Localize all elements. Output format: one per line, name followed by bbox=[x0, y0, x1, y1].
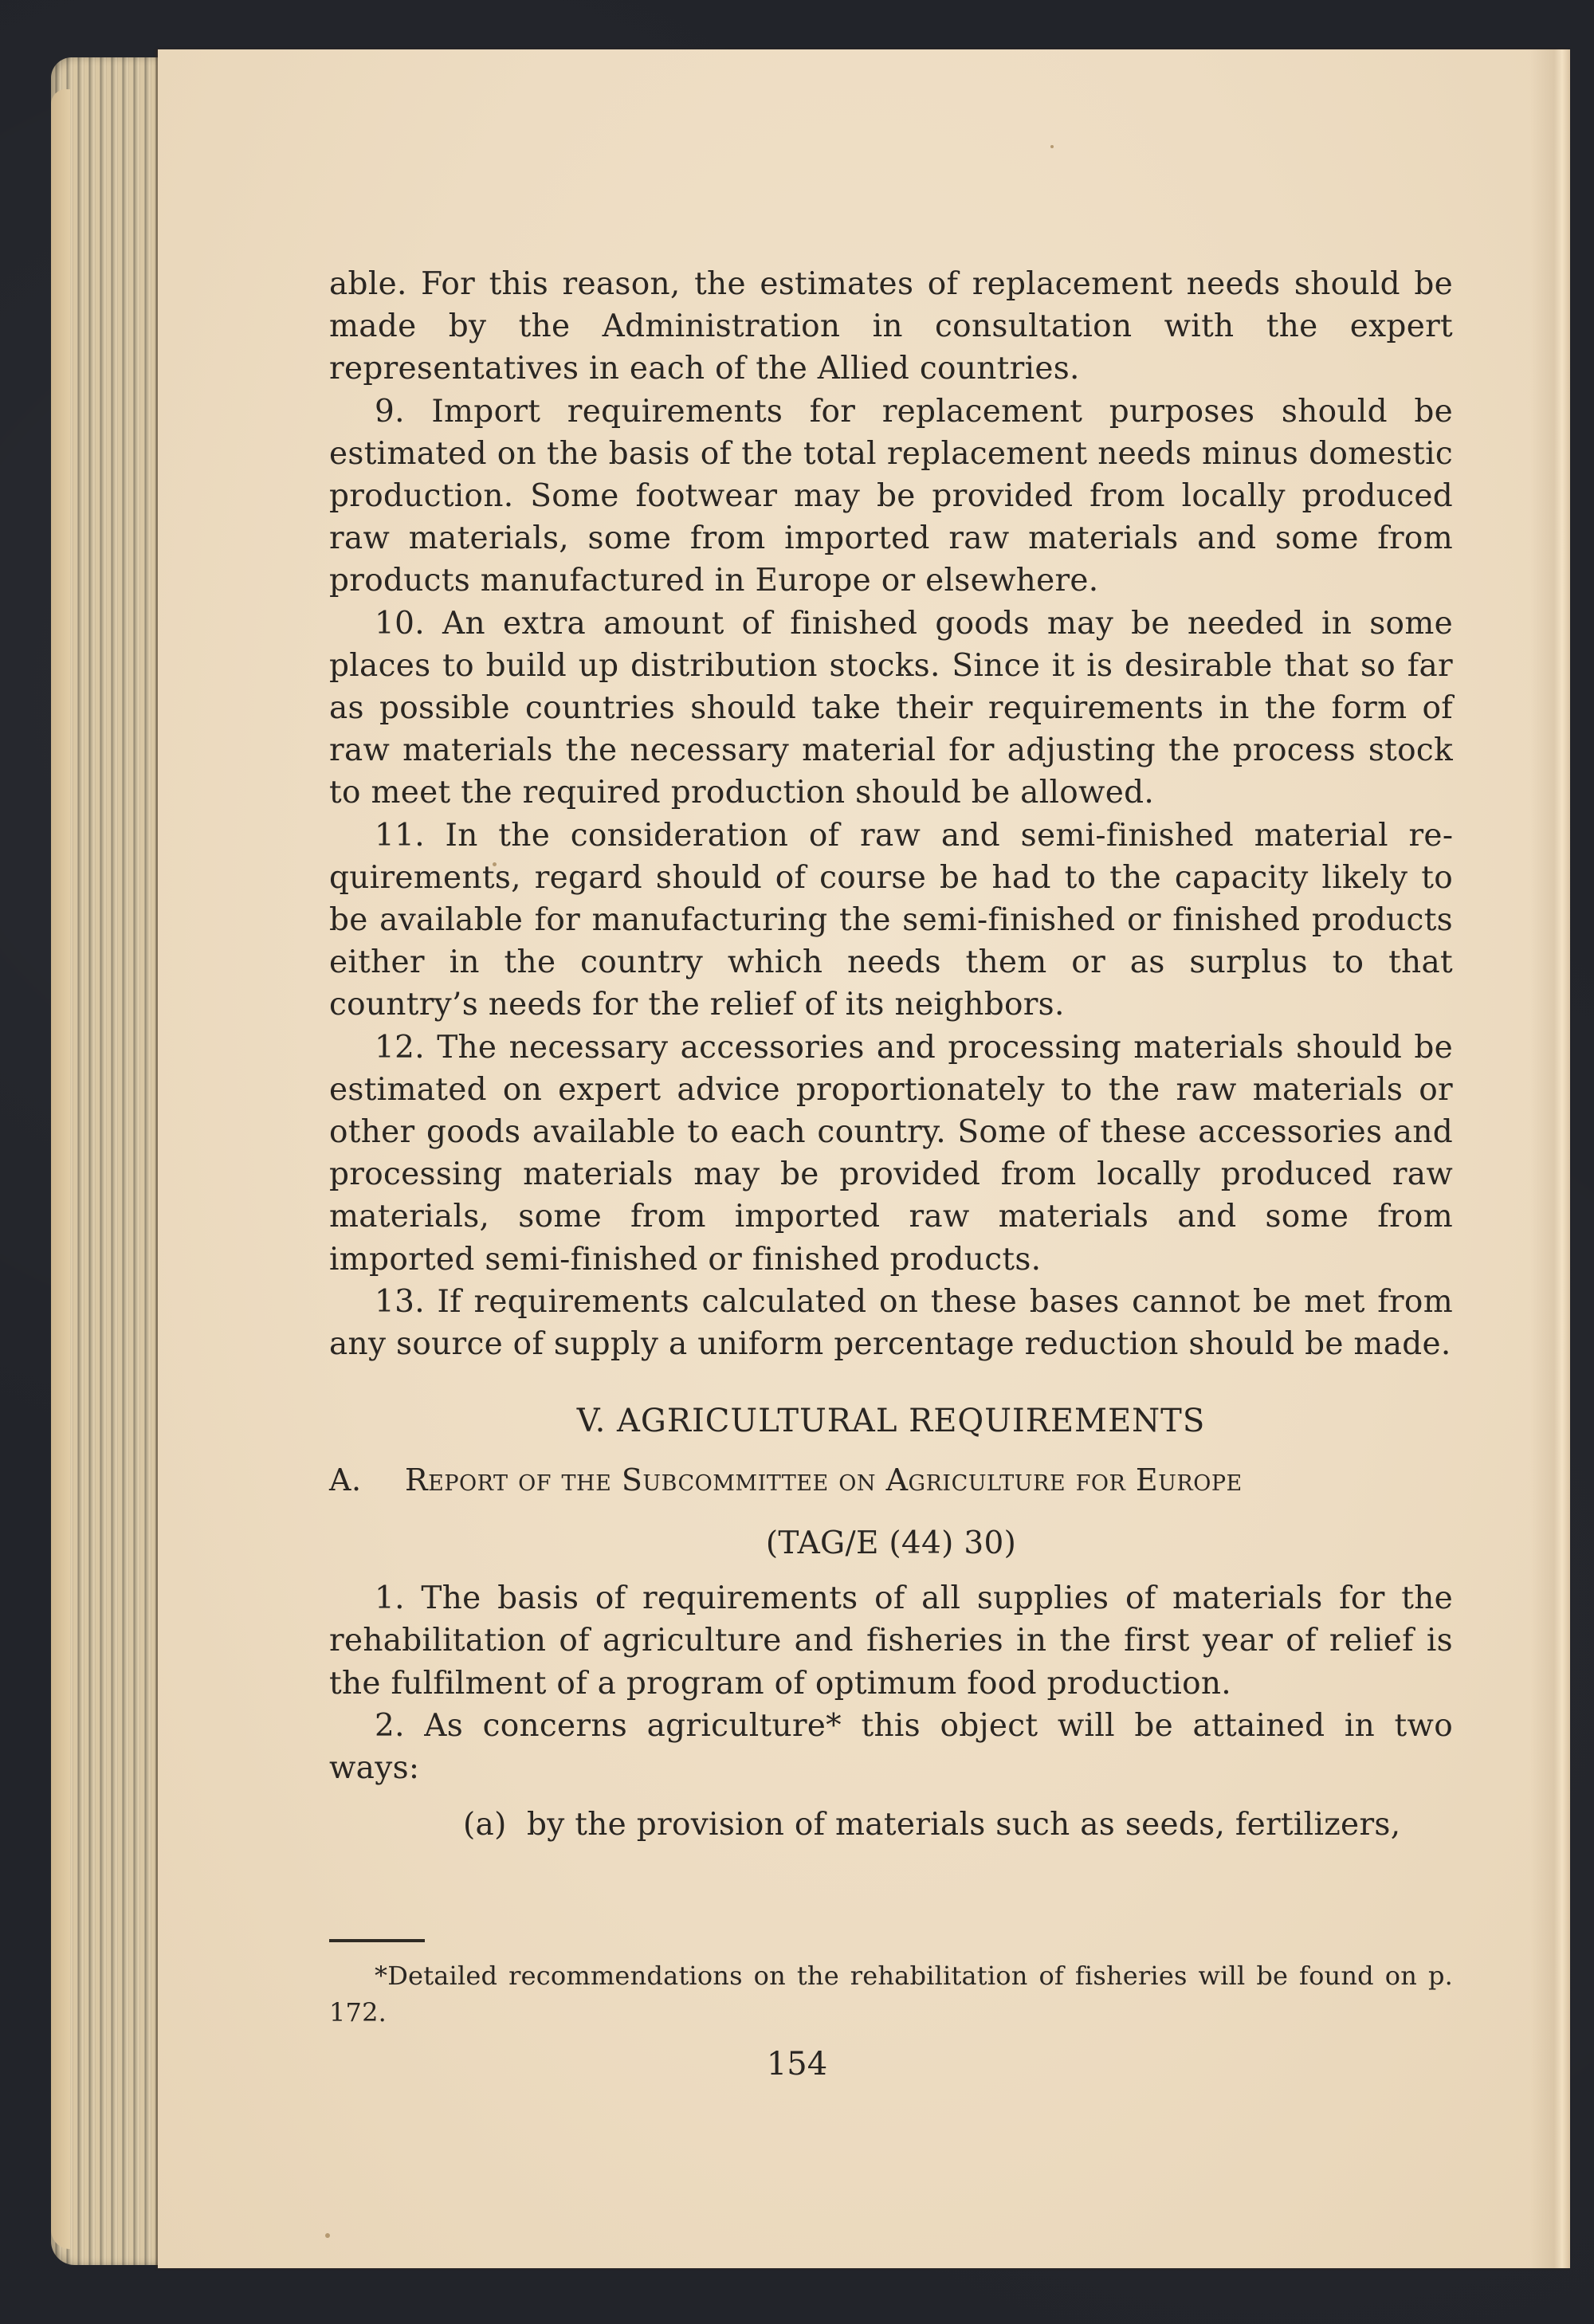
subsection-letter: A. bbox=[329, 1462, 362, 1498]
sub-item-a: (a) by the provision of materials such as seeds, fertilizers, bbox=[463, 1807, 1401, 1843]
section-heading: V. AGRICULTURAL REQUIREMENTS bbox=[576, 1403, 1206, 1440]
paragraph-12: 12. The necessary accessories and processing materials should be estimated on expert advice proportionately to the raw materials or other goods available to each country. Some of these accessories and processing materials may be provided from locally produced raw materials, some from imported raw materials and some from imported semi-finished or finished products. bbox=[329, 1029, 1453, 1278]
subsection-heading bbox=[329, 1456, 1453, 1504]
book-fore-edge bbox=[51, 57, 169, 2265]
paragraph-continued: able. For this reason, the estimates of replacement needs should be made by the Administration in consultation with the expert representatives in each of the Allied countries. bbox=[329, 266, 1453, 387]
document-code: (TAG/E (44) 30) bbox=[765, 1525, 1017, 1562]
paragraph-9: 9. Import requirements for replacement purposes should be estimated on the basis of the total replacement needs minus domestic production. Some footwear may be provided from locally produced raw materials, some from imported raw materials and some from products manufactured in Europe or elsewhere. bbox=[329, 393, 1453, 599]
paragraph-10: 10. An extra amount of finished goods may be needed in some places to build up distribution stocks. Since it is desirable that so far as possible countries should take their requirements in the form of raw materials the necessary material for adjusting the process stock to meet the required production should be allowed. bbox=[329, 605, 1453, 811]
paragraph-2: 2. As concerns agriculture* this object will be attained in two ways: bbox=[329, 1707, 1453, 1787]
subsection-title: Report of the Subcommittee on Agriculture for Europe bbox=[405, 1462, 1243, 1498]
footnote: *Detailed recommendations on the rehabilitation of fisheries will be found on p. 172. bbox=[329, 1961, 1453, 2028]
paragraph-13: 13. If requirements calculated on these bases cannot be met from any source of supply a uniform percentage reduction should be made. bbox=[329, 1283, 1453, 1363]
book-outer-leaf bbox=[51, 89, 70, 2249]
footnote-divider bbox=[329, 1939, 425, 1942]
paragraph-11: 11. In the consideration of raw and semi-finished material requirements, regard should of course be had to the capacity likely to be available for manufacturing the semi-finished or finished products either in the country which needs them or as surplus to that country’s needs for the relief of its neighbors. bbox=[329, 817, 1453, 1023]
page-number: 154 bbox=[766, 2046, 828, 2083]
page-body bbox=[329, 263, 1453, 1847]
paragraph-1: 1. The basis of requirements of all supplies of materials for the rehabilitation of agriculture and fisheries in the first year of relief is the fulfilment of a program of optimum food production. bbox=[329, 1580, 1453, 1702]
